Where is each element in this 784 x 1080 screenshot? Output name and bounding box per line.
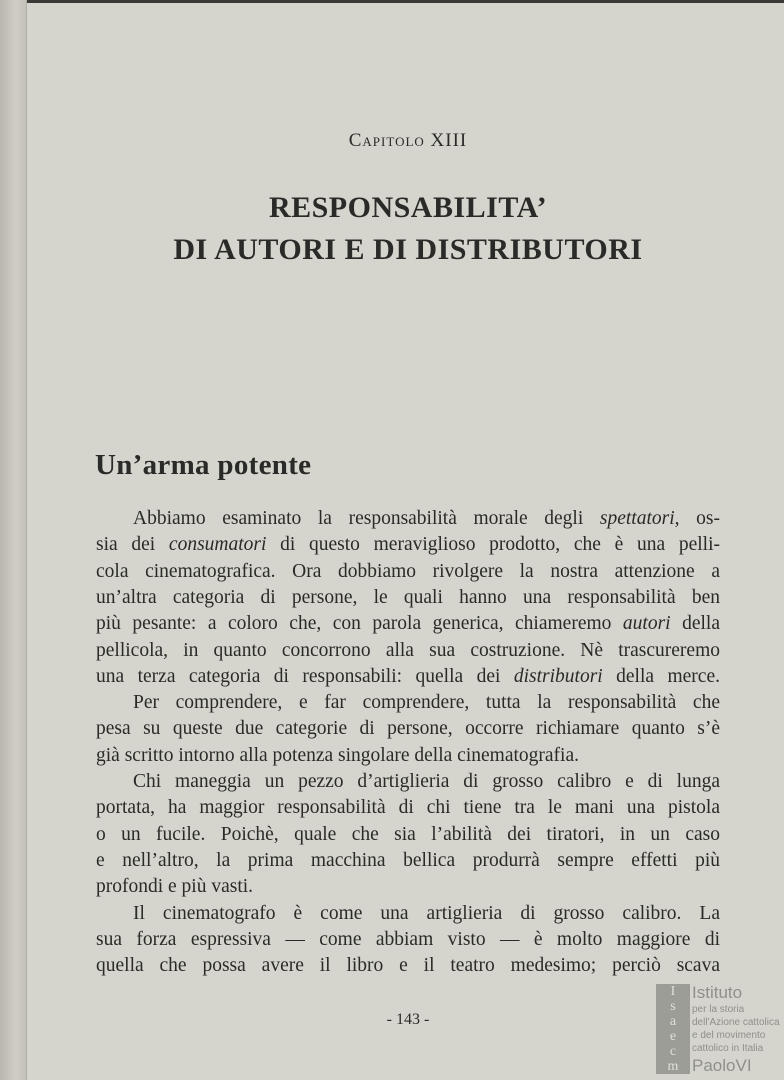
book-gutter: [0, 0, 27, 1080]
logo-letter: e: [669, 1029, 677, 1044]
logo-name: Istituto: [692, 983, 743, 1002]
text-run: più pesante: a coloro che, con parola generica, chiameremo: [96, 613, 623, 635]
text-run: sia dei: [96, 534, 169, 556]
chapter-title-line-1: RESPONSABILITA’: [268, 191, 548, 224]
text-line: [96, 875, 720, 899]
text-run: di questo meraviglioso prodotto, che è una pelli-: [266, 534, 721, 556]
text-line: [96, 533, 720, 557]
text-line: [96, 928, 720, 952]
text-run: già scritto intorno alla potenza singolare della cinematografia.: [96, 744, 579, 766]
watermark-logo: [656, 984, 784, 1076]
text-run: portata, ha maggior responsabilità di chi tiene tra le mani una pistola: [96, 797, 720, 819]
text-line: [96, 849, 720, 873]
text-line: [96, 560, 720, 584]
text-line: [133, 507, 720, 531]
logo-line: per la storia: [692, 1004, 745, 1015]
italic-term: consumatori: [168, 534, 267, 556]
text-run: o un fucile. Poichè, quale che sia l’abilità dei tiratori, in un caso: [96, 823, 720, 845]
text-run: Il cinematografo è come una artiglieria di grosso calibro. La: [133, 902, 720, 924]
italic-term: distributori: [513, 665, 603, 687]
text-run: quella che possa avere il libro e il teatro medesimo; perciò scava: [96, 955, 720, 977]
text-run: sua forza espressiva — come abbiam visto — è molto maggiore di: [96, 928, 720, 950]
logo-letter: a: [669, 1014, 677, 1029]
italic-term: spettatori: [599, 508, 675, 529]
text-line: [96, 954, 720, 978]
logo-line: dell'Azione cattolica: [692, 1017, 780, 1028]
text-line: [96, 823, 720, 847]
text-run: della merce.: [602, 665, 720, 687]
text-run: pesa su queste due categorie di persone, occorre richiamare quanto s’è: [96, 718, 720, 740]
text-run: cola cinematografica. Ora dobbiamo rivolgere la nostra attenzione a: [96, 560, 720, 582]
text-run: una terza categoria di responsabili: quella dei: [96, 665, 514, 687]
text-run: pellicola, in quanto concorrono alla sua costruzione. Nè trascureremo: [96, 639, 720, 661]
text-run: della: [670, 613, 720, 635]
logo-letter: s: [670, 999, 676, 1014]
text-run: e nell’altro, la prima macchina bellica produrrà sempre effetti più: [96, 849, 720, 871]
text-line: [96, 717, 720, 741]
text-run: Chi maneggia un pezzo d’artiglieria di grosso calibro e di lunga: [133, 771, 720, 792]
text-run: Abbiamo esaminato la responsabilità morale degli: [133, 508, 600, 529]
text-line: [133, 770, 720, 794]
logo-line: cattolico in Italia: [692, 1043, 764, 1054]
logo-line: e del movimento: [692, 1030, 766, 1041]
text-line: [96, 796, 720, 820]
logo-letter: I: [670, 984, 676, 999]
italic-term: autori: [622, 613, 671, 635]
page-top-edge: [0, 0, 784, 3]
text-run: Per comprendere, e far comprendere, tutta la responsabilità che: [133, 692, 720, 714]
text-run: un’altra categoria di persone, le quali hanno una responsabilità ben: [96, 586, 720, 608]
page-number: - 143 -: [386, 1011, 430, 1028]
chapter-label: Capitolo XIII: [348, 130, 468, 151]
chapter-title-line-2: DI AUTORI E DI DISTRIBUTORI: [173, 233, 643, 266]
text-line: [96, 586, 720, 610]
text-line: [96, 612, 720, 636]
logo-suffix: PaoloVI: [692, 1056, 752, 1075]
logo-letter: c: [669, 1044, 677, 1059]
text-line: [133, 902, 720, 926]
text-line: [96, 639, 720, 663]
text-line: [96, 744, 720, 768]
text-run: profondi e più vasti.: [96, 876, 254, 898]
section-heading: Un’arma potente: [95, 449, 312, 481]
text-run: , os-: [674, 508, 720, 529]
text-line: [96, 665, 720, 689]
logo-letter: m: [667, 1059, 679, 1074]
text-line: [133, 691, 720, 715]
logo-letters: [658, 984, 688, 1074]
